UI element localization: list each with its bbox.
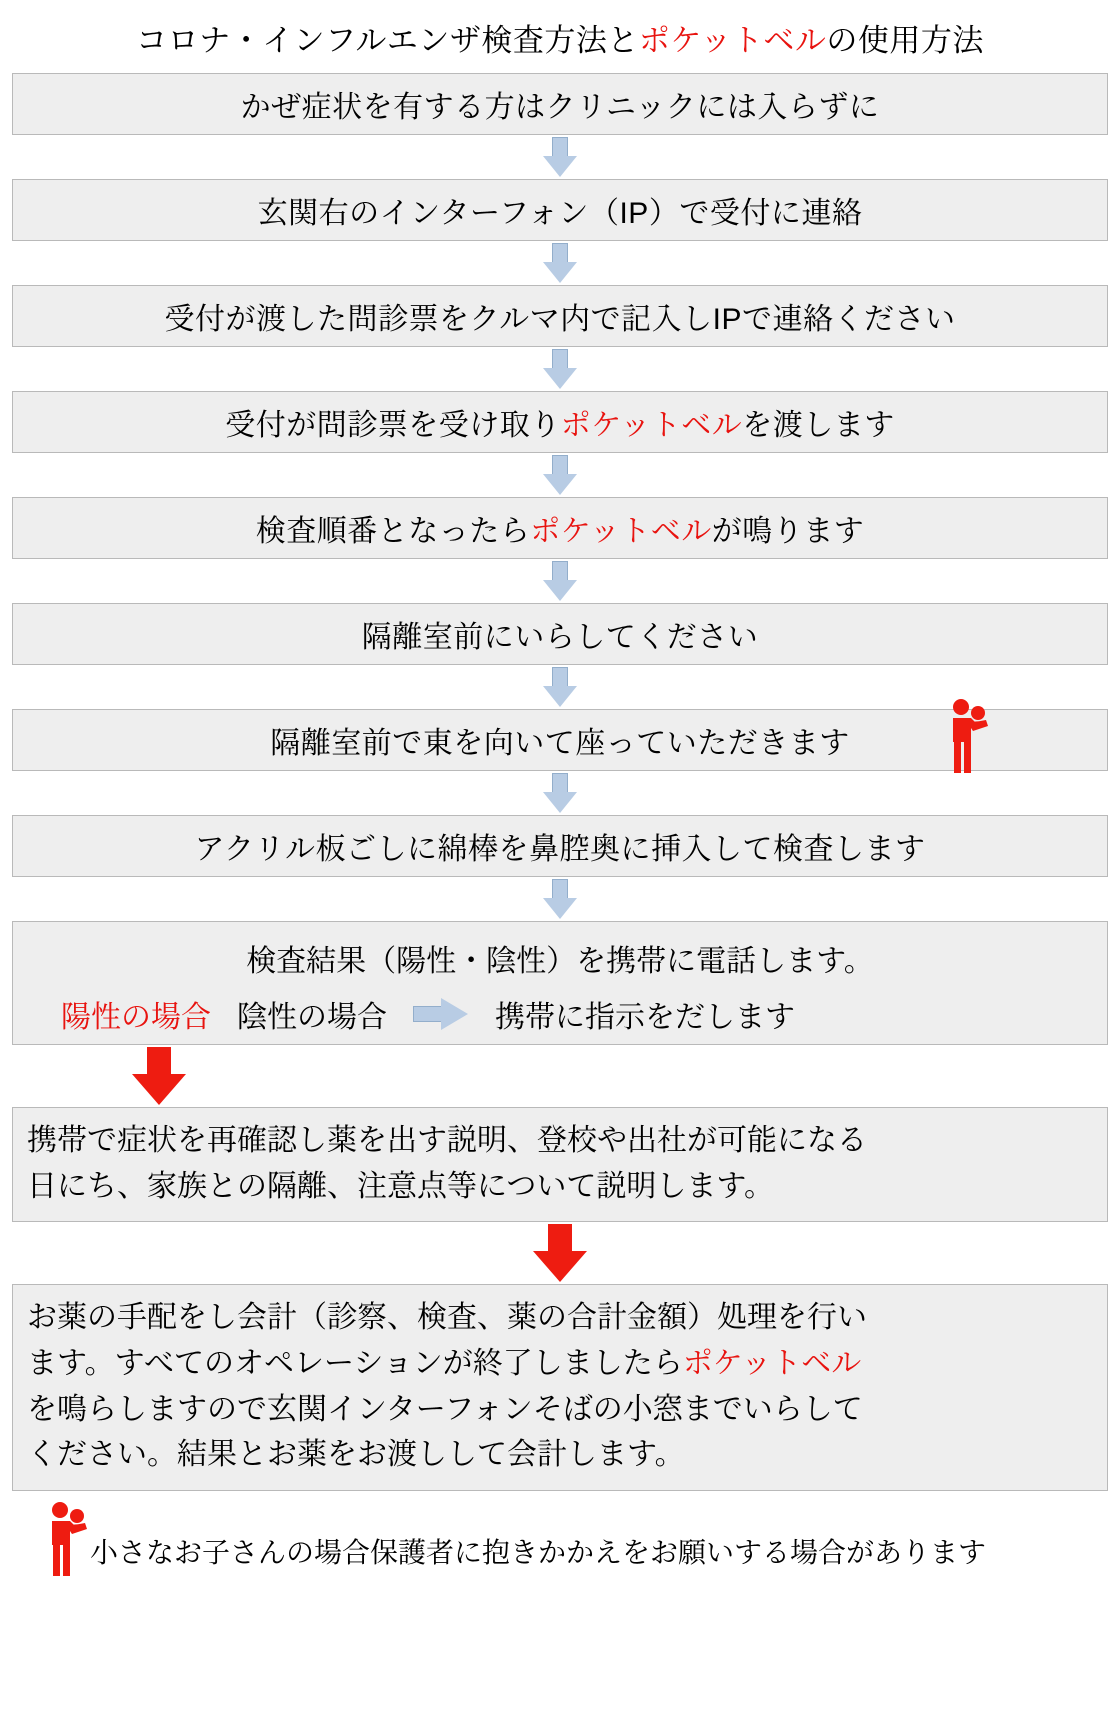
arrow-down-7 [10, 771, 1110, 815]
step-box-4 [12, 391, 1108, 453]
title-part2: の使用方法 [826, 23, 984, 58]
step-box-7 [12, 709, 1108, 771]
step-4-label [225, 400, 895, 444]
arrow-down-3 [10, 347, 1110, 391]
step-5-post: が鳴ります [711, 515, 865, 549]
final-line-2-highlight: ポケットベル [682, 1346, 862, 1380]
step-box-6 [12, 603, 1108, 665]
step-4-post: を渡します [742, 409, 895, 443]
step-8-label: アクリル板ごしに綿棒を鼻腔奥に挿入して検査します [194, 833, 926, 867]
positive-line-2: 日にち、家族との隔離、注意点等について説明します。 [27, 1169, 774, 1203]
negative-case-label: 陰性の場合 [237, 1001, 387, 1035]
final-line-2-pre: ます。すべてのオペレーションが終了しましたら [27, 1346, 683, 1380]
positive-case-label: 陽性の場合 [61, 1001, 211, 1035]
step-box-1 [12, 73, 1108, 135]
arrow-down-positive [10, 1045, 1110, 1107]
blue-down-arrow-icon [543, 349, 577, 389]
result-headline: 検査結果（陽性・陰性）を携帯に電話します。 [246, 945, 874, 979]
step-box-8 [12, 815, 1108, 877]
blue-down-arrow-icon [543, 667, 577, 707]
blue-down-arrow-icon [543, 455, 577, 495]
arrow-down-final [10, 1222, 1110, 1284]
arrow-down-1 [10, 135, 1110, 179]
title-highlight: ポケットベル [638, 23, 827, 58]
negative-case-action: 携帯に指示をだします [495, 1001, 795, 1035]
blue-down-arrow-icon [543, 773, 577, 813]
blue-down-arrow-icon [543, 561, 577, 601]
step-4-highlight: ポケットベル [560, 409, 743, 443]
step-6-label: 隔離室前にいらしてください [361, 621, 759, 655]
step-box-2 [12, 179, 1108, 241]
step-1-label: かぜ症状を有する方はクリニックには入らずに [240, 91, 880, 125]
step-4-pre: 受付が問診票を受け取り [225, 409, 561, 443]
arrow-down-8 [10, 877, 1110, 921]
step-box-5 [12, 497, 1108, 559]
blue-down-arrow-icon [543, 879, 577, 919]
page-title [10, 0, 1110, 73]
blue-down-arrow-icon [543, 137, 577, 177]
step-box-3 [12, 285, 1108, 347]
result-branch-row [13, 992, 1107, 1036]
footnote-label: 小さなお子さんの場合保護者に抱きかかえをお願いする場合があります [90, 1536, 987, 1568]
positive-instructions-box [12, 1107, 1108, 1222]
positive-line-1: 携帯で症状を再確認し薬を出す説明、登校や出社が可能になる [27, 1124, 867, 1158]
step-2-label: 玄関右のインターフォン（IP）で受付に連絡 [257, 197, 863, 231]
arrow-down-4 [10, 453, 1110, 497]
blue-down-arrow-icon [543, 243, 577, 283]
step-5-label [256, 506, 865, 550]
person-carrying-child-icon [44, 1501, 90, 1577]
step-3-label: 受付が渡した問診票をクルマ内で記入しIPで連絡ください [164, 303, 956, 337]
title-part1: コロナ・インフルエンザ検査方法と [136, 23, 639, 58]
red-down-arrow-icon [533, 1224, 587, 1282]
footnote [10, 1491, 1110, 1577]
result-box [12, 921, 1108, 1045]
arrow-down-5 [10, 559, 1110, 603]
red-down-arrow-icon [132, 1047, 186, 1105]
step-5-pre: 検査順番となったら [255, 515, 531, 549]
final-instructions-box [12, 1284, 1108, 1490]
final-line-1: お薬の手配をし会計（診察、検査、薬の合計金額）処理を行い [27, 1301, 867, 1335]
final-line-4: ください。結果とお薬をお渡しして会計します。 [27, 1438, 685, 1472]
final-line-3: を鳴らしますので玄関インターフォンそばの小窓までいらして [27, 1392, 863, 1426]
person-carrying-child-icon [945, 698, 991, 774]
step-5-highlight: ポケットベル [530, 515, 712, 549]
step-7-label: 隔離室前で東を向いて座っていただきます [270, 727, 850, 761]
blue-right-arrow-icon [413, 998, 469, 1030]
arrow-down-2 [10, 241, 1110, 285]
final-line-2 [27, 1341, 1093, 1387]
